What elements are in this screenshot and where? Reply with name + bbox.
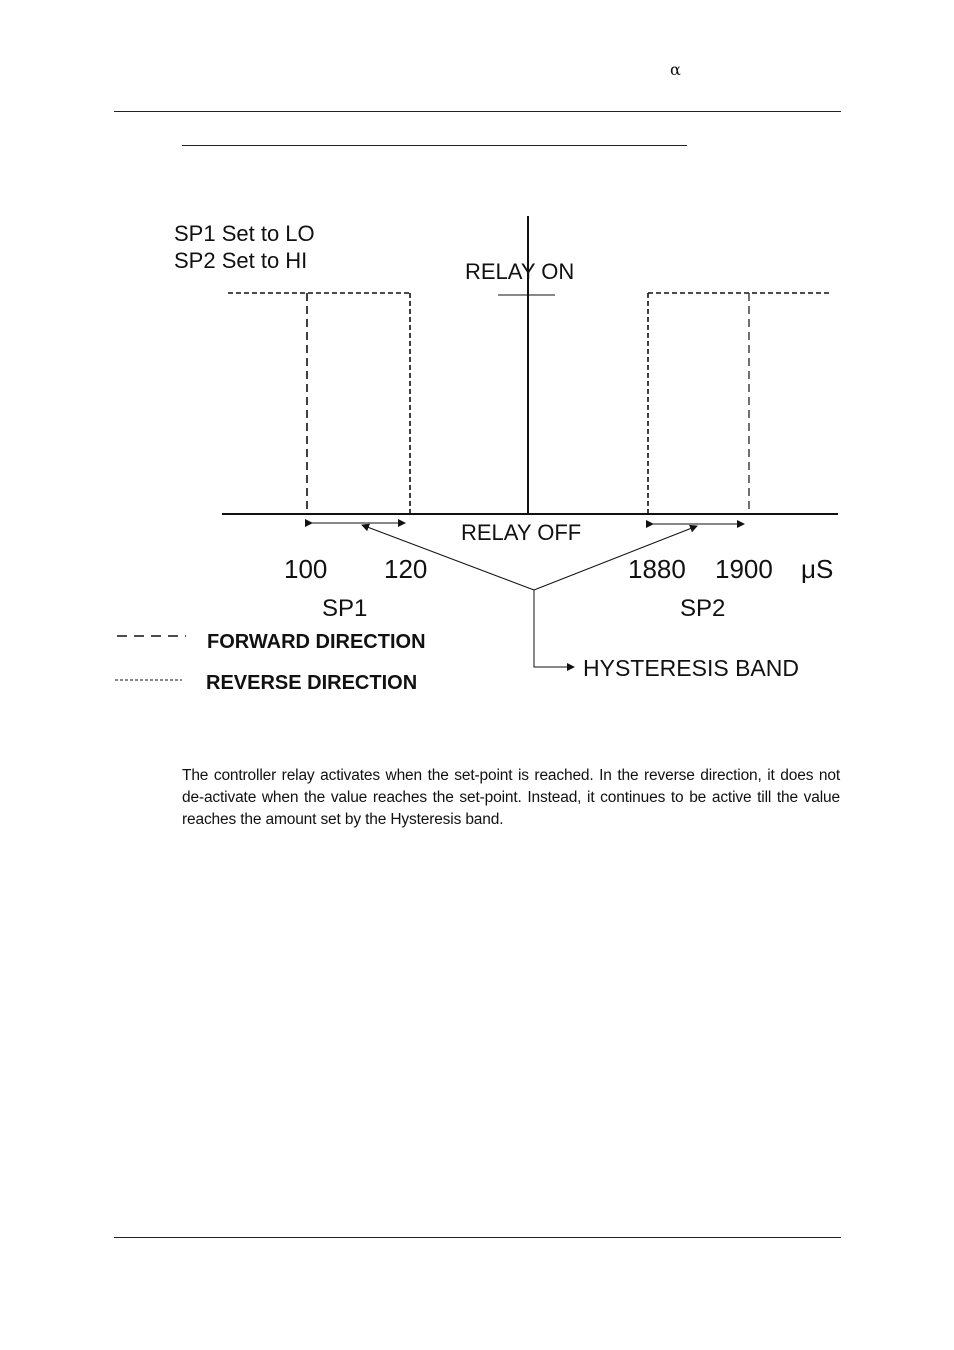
relay-off-label: RELAY OFF: [461, 520, 582, 545]
legend-reverse-label: REVERSE DIRECTION: [206, 672, 418, 694]
tick-label-1880: 1880: [628, 554, 686, 584]
legend-forward-label: FORWARD DIRECTION: [207, 631, 426, 653]
sp1-label: SP1: [322, 595, 368, 622]
tick-label-100: 100: [284, 554, 328, 584]
tick-label-1900: 1900: [715, 554, 773, 584]
hysteresis-leader-elbow: [534, 590, 574, 667]
description-paragraph: The controller relay activates when the set-point is reached. In the reverse direction, it does not de-activate when the value reaches the set-point. Instead, it continues to be active till the value reaches the amount set by the Hysteresis band.: [182, 767, 840, 828]
unit-label: μS: [801, 554, 834, 584]
relay-on-label: RELAY ON: [465, 259, 575, 284]
footer-rule: [114, 1237, 841, 1238]
setting-sp2-label: SP2 Set to HI: [174, 248, 308, 273]
header-symbol: α: [670, 60, 681, 79]
tick-label-120: 120: [384, 554, 428, 584]
sp2-label: SP2: [680, 595, 726, 622]
setting-sp1-label: SP1 Set to LO: [174, 221, 315, 246]
hysteresis-band-label: HYSTERESIS BAND: [583, 655, 799, 681]
